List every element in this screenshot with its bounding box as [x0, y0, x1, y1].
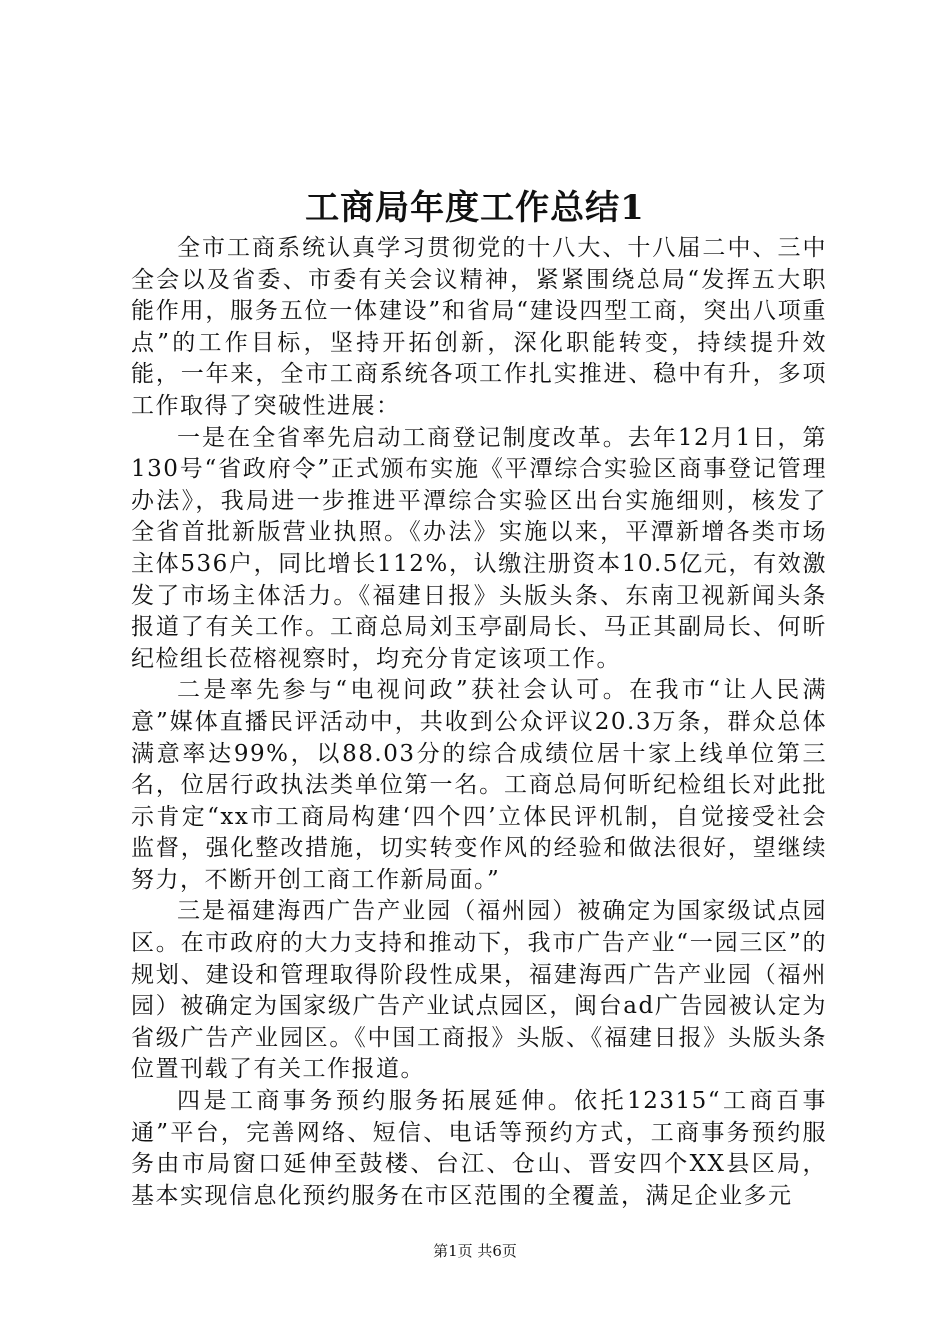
paragraph-item-3: 三是福建海西广告产业园（福州园）被确定为国家级试点园区。在市政府的大力支持和推动下，我市广告产业“一园三区”的规划、建设和管理取得阶段性成果，福建海西广告产业园（福州园）被确定为国家级广告产业试点园区，闽台ad广告园被认定为省级广告产业园区。《中国工商报》头版、《福建日报》头版头条位置刊载了有关工作报道。 [131, 898, 827, 1083]
document-title: 工商局年度工作总结1 [305, 188, 645, 228]
page-number-footer: 第1页 共6页 [433, 1242, 517, 1260]
document-body [131, 233, 827, 1212]
paragraph-intro: 全市工商系统认真学习贯彻党的十八大、十八届二中、三中全会以及省委、市委有关会议精神，紧紧围绕总局“发挥五大职能作用，服务五位一体建设”和省局“建设四型工商，突出八项重点”的工作目标，坚持开拓创新，深化职能转变，持续提升效能，一年来，全市工商系统各项工作扎实推进、稳中有升，多项工作取得了突破性进展： [131, 235, 827, 419]
paragraph-item-1: 一是在全省率先启动工商登记制度改革。去年12月1日，第130号“省政府令”正式颁布实施《平潭综合实验区商事登记管理办法》，我局进一步推进平潭综合实验区出台实施细则，核发了全省首批新版营业执照。《办法》实施以来，平潭新增各类市场主体536户，同比增长112%，认缴注册资本10.5亿元，有效激发了市场主体活力。《福建日报》头版头条、东南卫视新闻头条报道了有关工作。工商总局刘玉亭副局长、马正其副局长、何昕纪检组长莅榕视察时，均充分肯定该项工作。 [131, 424, 827, 672]
paragraph-item-4: 四是工商事务预约服务拓展延伸。依托12315“工商百事通”平台，完善网络、短信、电话等预约方式，工商事务预约服务由市局窗口延伸至鼓楼、台江、仓山、晋安四个XX县区局，基本实现信息化预约服务在市区范围的全覆盖，满足企业多元 [131, 1088, 827, 1209]
paragraph-item-2: 二是率先参与“电视问政”获社会认可。在我市“让人民满意”媒体直播民评活动中，共收到公众评议20.3万条，群众总体满意率达99%，以88.03分的综合成绩位居十家上线单位第三名，位居行政执法类单位第一名。工商总局何昕纪检组长对此批示肯定“xx市工商局构建‘四个四’立体民评机制，自觉接受社会监督，强化整改措施，切实转变作风的经验和做法很好，望继续努力，不断开创工商工作新局面。” [131, 677, 827, 893]
